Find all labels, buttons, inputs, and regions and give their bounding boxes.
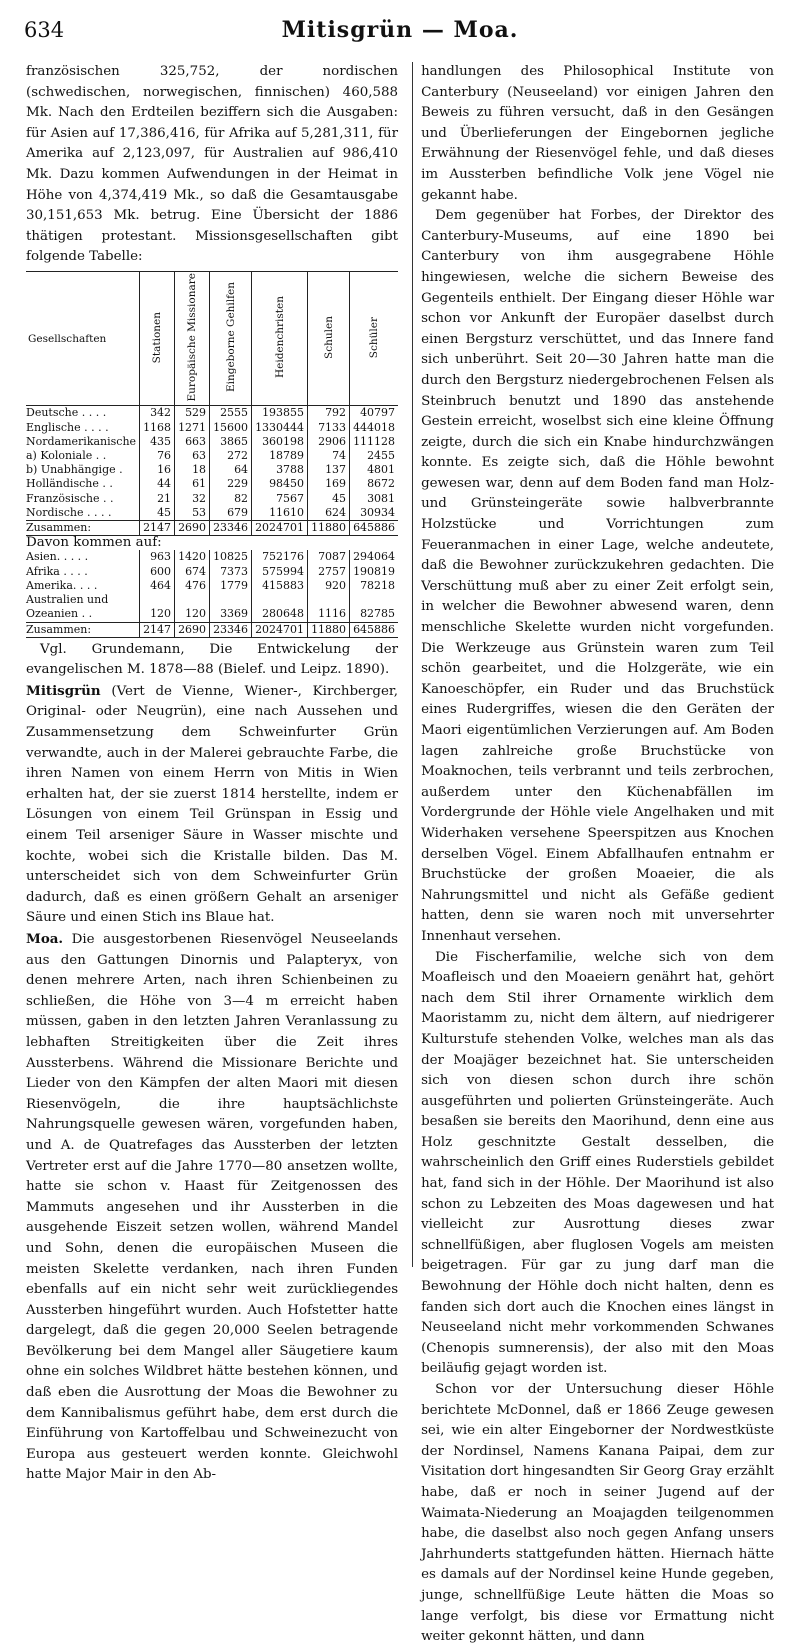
table-cell bbox=[350, 593, 399, 607]
entry-lemma: Mitisgrün bbox=[26, 682, 101, 699]
table-cell: 7087 bbox=[308, 550, 350, 564]
row-label-cell: Amerika. . . . bbox=[26, 578, 98, 592]
table-cell: 1330444 bbox=[252, 421, 308, 435]
table-cell: 600 bbox=[140, 565, 175, 579]
table-cell: 2024701 bbox=[252, 622, 308, 637]
table-total-row bbox=[26, 622, 398, 637]
page-title: Mitisgrün — Moa. bbox=[281, 17, 519, 43]
table-cell: 16 bbox=[140, 463, 175, 477]
table-cell: 645886 bbox=[350, 521, 399, 536]
table-row bbox=[26, 421, 398, 435]
table-cell: 342 bbox=[140, 406, 175, 421]
table-cell: 1116 bbox=[308, 607, 350, 622]
table-cell: 120 bbox=[140, 607, 175, 622]
table-subheading: Davon kommen auf: bbox=[26, 535, 162, 551]
table-row bbox=[26, 593, 398, 607]
table-cell: 82 bbox=[210, 492, 252, 506]
table-cell bbox=[252, 593, 308, 607]
table-cell: 74 bbox=[308, 449, 350, 463]
table-row bbox=[26, 565, 398, 579]
table-cell: 23346 bbox=[210, 622, 252, 637]
paragraph: Dem gegenüber hat Forbes, der Direktor des Canterbury-Museums, auf eine 1890 bei Canterbury von ihm ausgegrabene Höhle hingewiesen, welche die sichern Beweise des Gegenteils enthielt. Der Eingang dieser Höhle war schon vor Ankunft der Europäer daselbst durch einen Bergsturz verschüttet, und das Innere fand sich unberührt. Seit 20—30 Jahren hatte man die durch den Bergsturz niedergebrochenen Felsen als Steinbruch benutzt und 1890 das anstehende Gestein erreicht, woselbst sich eine kleine Öffnung zeigte, durch die sich ein Knabe hindurchzwängen konnte. Es zeigte sich, daß die Höhle bewohnt gewesen war, denn auf dem Boden fand man Holz- und Grünsteingeräte sowie halbverbrannte Holzstücke und Vorrichtungen zum Feueranmachen in einer Lage, welche andeutete, daß die Bewohner zurückzukehren gedachten. Die Verschüttung muß aber zu einer Zeit erfolgt sein, in welcher die Bewohner abwesend waren, denn menschliche Skelette wurden nicht vorgefunden. Die Werkzeuge aus Grünstein waren zum Teil schön gearbeitet, und die Holzgeräte, wie ein Kanoeschöpfer, ein Ruder und das Bruchstück eines Rudergriffes, wiesen die den Geräten der Maori eigentümlichen Verzierungen auf. Am Boden lagen zahlreiche große Bruchstücke von Moaknochen, teils verbrannt und teils zerbrochen, außerdem unter den Küchenabfällen im Vordergrunde der Höhle viele Angelhaken und mit Widerhaken versehene Speerspitzen aus Knochen derselben Vögel. Einem Abfallhaufen entnahm er Bruchstücke der großen Moaeier, die als Nahrungsmittel und nicht als Gefäße gedient hatten, denn sie waren noch mit unversehrter Innenhaut versehen. bbox=[421, 208, 774, 944]
page-header bbox=[24, 10, 776, 50]
row-label-cell: Englische . . . . bbox=[26, 420, 109, 434]
table-cell: 61 bbox=[175, 477, 210, 491]
page-number: 634 bbox=[24, 18, 65, 42]
table-row bbox=[26, 406, 398, 421]
table-cell: 78218 bbox=[350, 579, 399, 593]
entry-text: Die ausgestorbenen Riesenvögel Neuseelands aus den Gattungen Dinornis und Palapteryx, von denen mehrere Arten, nach ihren Schienbeinen zu schließen, die Höhe von 3—4 m erreicht haben müssen, gaben in den letzten Jahren Veranlassung zu lebhaften Streitigkeiten über die Zeit ihres Aussterbens. Während die Missionare Berichte und Lieder von den Kämpfen der alten Maori mit diesen Riesenvögeln, die ihre hauptsächlichste Nahrungsquelle gewesen wären, vorgefunden haben, und A. de Quatrefages das Aussterben der letzten Vertreter erst auf die Jahre 1770—80 ansetzen wollte, hatte sie schon v. Haast für Zeitgenossen des Mammuts angesehen und ihr Aussterben in die ausgehende Eiszeit setzen wollen, während Mandel und Sohn, denen die europäischen Museen die meisten Skelette verdanken, nach ihren Funden ebenfalls auf ein nicht sehr weit zurückliegendes Aussterben hingeführt wurden. Auch Hofstetter hatte dargelegt, daß die gegen 20,000 Seelen betragende Bevölkerung bei dem Mangel aller Säugetiere kaum ohne ein solches Wildbret hätte bestehen können, und daß eben die Ausrottung der Moas die Bewohner zu dem Kannibalismus geführt habe, dem erst durch die Einführung von Kartoffelbau und Schweinezucht von Europa aus gesteuert werden konnte. Gleichwohl hatte Major Mair in den Ab- bbox=[26, 932, 399, 1483]
table-row bbox=[26, 579, 398, 593]
table-cell: 444018 bbox=[350, 421, 399, 435]
table-row bbox=[26, 506, 398, 521]
paragraph: Schon vor der Untersuchung dieser Höhle berichtete McDonnel, daß er 1866 Zeuge gewesen sei, wie ein alter Eingeborner der Nordwestküste der Nordinsel, Namens Kanana Paipai, dem zur Visitation dort hingesandten Sir Georg Gray erzählt habe, daß er noch in seiner Jugend auf der Waimata-Niederung an Moajagden teilgenommen habe, die daselbst also noch gegen Anfang unsers Jahrhunderts stattgefunden hätten. Hiernach hätte es damals auf der Nordinsel keine Hunde gegeben, junge, schnellfüßige Leute hätten die Moas so lange verfolgt, bis diese vor Ermattung nicht weiter gekonnt hätten, und dann bbox=[421, 1382, 774, 1645]
table-cell: 7133 bbox=[308, 421, 350, 435]
table-cell: 229 bbox=[210, 477, 252, 491]
table-cell: 98450 bbox=[252, 477, 308, 491]
table-cell: 23346 bbox=[210, 521, 252, 536]
table-cell: 44 bbox=[140, 477, 175, 491]
left-column bbox=[26, 62, 399, 1483]
table-row bbox=[26, 550, 398, 564]
table-cell bbox=[140, 593, 175, 607]
table-cell: 11880 bbox=[308, 622, 350, 637]
table-cell: 2147 bbox=[140, 622, 175, 637]
row-label-cell: Nordische . . . . bbox=[26, 505, 112, 519]
table-cell: 3369 bbox=[210, 607, 252, 622]
row-label-cell: Holländische . . bbox=[26, 477, 113, 491]
table-cell: 7373 bbox=[210, 565, 252, 579]
table-cell: 193855 bbox=[252, 406, 308, 421]
table-cell: 169 bbox=[308, 477, 350, 491]
entry-moa bbox=[26, 929, 398, 1486]
table-cell bbox=[308, 593, 350, 607]
table-cell: 674 bbox=[175, 565, 210, 579]
table-cell: 792 bbox=[308, 406, 350, 421]
table-cell: 464 bbox=[140, 579, 175, 593]
paragraph: Die Fischerfamilie, welche sich von dem Moafleisch und den Moaeiern genährt hat, gehört nach dem Stil ihrer Ornamente wirklich dem Maoristamm zu, nicht dem ältern, auf niedrigerer Kulturstufe stehenden Volke, welches man als das der Moajäger bezeichnet hat. Sie unterscheiden sich von diesen schon durch ihre schön ausgeführten und polierten Grünsteingeräte. Auch besaßen sie bereits den Maorihund, denn eine aus Holz geschnitzte Gestalt desselben, die wahrscheinlich den Griff eines Ruderstiels gebildet hat, fand sich in der Höhle. Der Maorihund ist also schon zu Lebzeiten des Moas dagewesen und hat vielleicht zur Ausrottung dieses zwar schnellfüßigen, aber fluglosen Vogels am meisten beigetragen. Für gar zu jung darf man die Bewohnung der Höhle doch nicht halten, denn es fanden sich dort auch die Knochen eines längst in Neuseeland nicht mehr vorkommenden Schwanes (Chenopis sumnerensis), der also mit den Moas beiläufig gejagt worden ist. bbox=[421, 949, 774, 1377]
table-header-cell: Heidenchristen bbox=[273, 296, 286, 379]
entry-text: (Vert de Vienne, Wiener-, Kirchberger, Original- oder Neugrün), eine nach Aussehen und Zusammensetzung dem Schweinfurter Grün verwandte, auch in der Malerei gebrauchte Farbe, die ihren Namen von einem Herrn von Mitis in Wien erhalten hat, der sie zuerst 1814 herstellte, indem er Lösungen von einem Teil Grünspan in Essig und einem Teil arseniger Säure in Wasser mischte und kochte, wobei sich die Kristalle bilden. Das M. unterscheidet sich von dem Schweinfurter Grün dadurch, daß es einen größern Gehalt an arseniger Säure und einen Stich ins Blaue hat. bbox=[26, 683, 399, 926]
table-cell: 752176 bbox=[252, 550, 308, 564]
table-cell: 137 bbox=[308, 463, 350, 477]
table-cell: 40797 bbox=[350, 406, 399, 421]
row-label-cell: Zusammen: bbox=[26, 622, 140, 637]
table-cell: 111128 bbox=[350, 435, 399, 449]
entry-lemma: Moa. bbox=[26, 931, 64, 948]
table-cell: 21 bbox=[140, 492, 175, 506]
row-label-cell: Afrika . . . . bbox=[26, 564, 88, 578]
table-header-cell: Schulen bbox=[322, 315, 335, 359]
row-label-cell: Deutsche . . . . bbox=[26, 406, 107, 420]
table-cell: 575994 bbox=[252, 565, 308, 579]
table-header-cell: Europäische Missionare bbox=[186, 272, 199, 402]
table-cell bbox=[210, 593, 252, 607]
table-cell: 280648 bbox=[252, 607, 308, 622]
missions-table bbox=[26, 271, 398, 638]
table-cell bbox=[175, 593, 210, 607]
table-cell: 2690 bbox=[175, 521, 210, 536]
table-cell: 529 bbox=[175, 406, 210, 421]
table-cell: 435 bbox=[140, 435, 175, 449]
table-cell: 1420 bbox=[175, 550, 210, 564]
table-cell: 645886 bbox=[350, 622, 399, 637]
table-cell: 920 bbox=[308, 579, 350, 593]
table-header-cell: Gesellschaften bbox=[26, 271, 140, 406]
table-cell: 2024701 bbox=[252, 521, 308, 536]
table-cell: 2555 bbox=[210, 406, 252, 421]
table-cell: 272 bbox=[210, 449, 252, 463]
table-cell: 7567 bbox=[252, 492, 308, 506]
row-label-cell: Australien und bbox=[26, 593, 109, 607]
table-header-row bbox=[26, 271, 398, 406]
table-cell: 2690 bbox=[175, 622, 210, 637]
table-cell: 53 bbox=[175, 506, 210, 521]
table-cell: 624 bbox=[308, 506, 350, 521]
text-columns bbox=[26, 62, 774, 1645]
table-cell: 30934 bbox=[350, 506, 399, 521]
row-label-cell: Nordamerikanische bbox=[26, 434, 137, 448]
table-cell: 8672 bbox=[350, 477, 399, 491]
row-label-cell: Asien. . . . . bbox=[26, 550, 89, 564]
table-cell: 1271 bbox=[175, 421, 210, 435]
table-cell: 360198 bbox=[252, 435, 308, 449]
table-cell: 1168 bbox=[140, 421, 175, 435]
table-cell: 64 bbox=[210, 463, 252, 477]
table-cell: 120 bbox=[175, 607, 210, 622]
intro-paragraph: französischen 325,752, der nordischen (schwedischen, norwegischen, finnischen) 460,588 Mk. Nach den Erdteilen beziffern sich die Ausgaben: für Asien auf 17,386,416, für Afrika auf 5,281,311, für Amerika auf 2,123,097, für Australien auf 986,410 Mk. Dazu kommen Aufwendungen in der Heimat in Höhe von 4,374,419 Mk., so daß die Gesamtausgabe 30,151,653 Mk. betrug. Eine Übersicht der 1886 thätigen protestant. Missionsgesellschaften gibt folgende Tabelle: bbox=[26, 64, 399, 265]
table-cell: 63 bbox=[175, 449, 210, 463]
table-cell: 2147 bbox=[140, 521, 175, 536]
table-body-continents bbox=[26, 550, 398, 622]
table-cell: 3865 bbox=[210, 435, 252, 449]
table-row bbox=[26, 477, 398, 491]
table-cell: 15600 bbox=[210, 421, 252, 435]
row-label-cell: Zusammen: bbox=[26, 521, 140, 536]
table-row bbox=[26, 435, 398, 449]
table-cell: 45 bbox=[140, 506, 175, 521]
reference-note: Vgl. Grundemann, Die Entwickelung der evangelischen M. 1878—88 (Bielef. und Leipz. 1890). bbox=[26, 641, 399, 678]
right-column bbox=[412, 62, 774, 1645]
table-body-societies bbox=[26, 406, 398, 521]
table-cell: 76 bbox=[140, 449, 175, 463]
row-label-cell: Ozeanien . . bbox=[26, 607, 93, 621]
table-header-cell: Schüler bbox=[368, 316, 381, 358]
table-cell: 2906 bbox=[308, 435, 350, 449]
table-cell: 3081 bbox=[350, 492, 399, 506]
table-cell: 32 bbox=[175, 492, 210, 506]
table-cell: 45 bbox=[308, 492, 350, 506]
row-label-cell: a) Koloniale . . bbox=[26, 449, 107, 463]
table-cell: 190819 bbox=[350, 565, 399, 579]
entry-mitisgruen bbox=[26, 681, 398, 929]
table-cell: 2455 bbox=[350, 449, 399, 463]
table-total-row bbox=[26, 521, 398, 536]
table-cell: 415883 bbox=[252, 579, 308, 593]
table-cell: 82785 bbox=[350, 607, 399, 622]
table-header-cell: Stationen bbox=[151, 311, 164, 363]
table-cell: 18789 bbox=[252, 449, 308, 463]
table-cell: 476 bbox=[175, 579, 210, 593]
table-cell: 3788 bbox=[252, 463, 308, 477]
table-cell: 1779 bbox=[210, 579, 252, 593]
table-cell: 679 bbox=[210, 506, 252, 521]
table-cell: 963 bbox=[140, 550, 175, 564]
table-cell: 294064 bbox=[350, 550, 399, 564]
row-label-cell: b) Unabhängige . bbox=[26, 463, 123, 477]
table-cell: 11880 bbox=[308, 521, 350, 536]
table-cell: 4801 bbox=[350, 463, 399, 477]
table-cell: 11610 bbox=[252, 506, 308, 521]
row-label-cell: Französische . . bbox=[26, 491, 114, 505]
table-row bbox=[26, 492, 398, 506]
table-cell: 2757 bbox=[308, 565, 350, 579]
table-header-cell: Eingeborne Gehilfen bbox=[224, 282, 237, 393]
table-row bbox=[26, 607, 398, 622]
table-cell: 18 bbox=[175, 463, 210, 477]
paragraph: handlungen des Philosophical Institute von Canterbury (Neuseeland) vor einigen Jahren den Beweis zu führen versucht, daß in den Gesängen und Überlieferungen der Eingebornen jegliche Erwähnung der Riesenvögel fehle, und daß dieses im Aussterben befindliche Volk jene Vögel nie gekannt habe. bbox=[421, 64, 774, 203]
table-cell: 10825 bbox=[210, 550, 252, 564]
table-cell: 663 bbox=[175, 435, 210, 449]
table-row bbox=[26, 449, 398, 463]
table-row bbox=[26, 463, 398, 477]
